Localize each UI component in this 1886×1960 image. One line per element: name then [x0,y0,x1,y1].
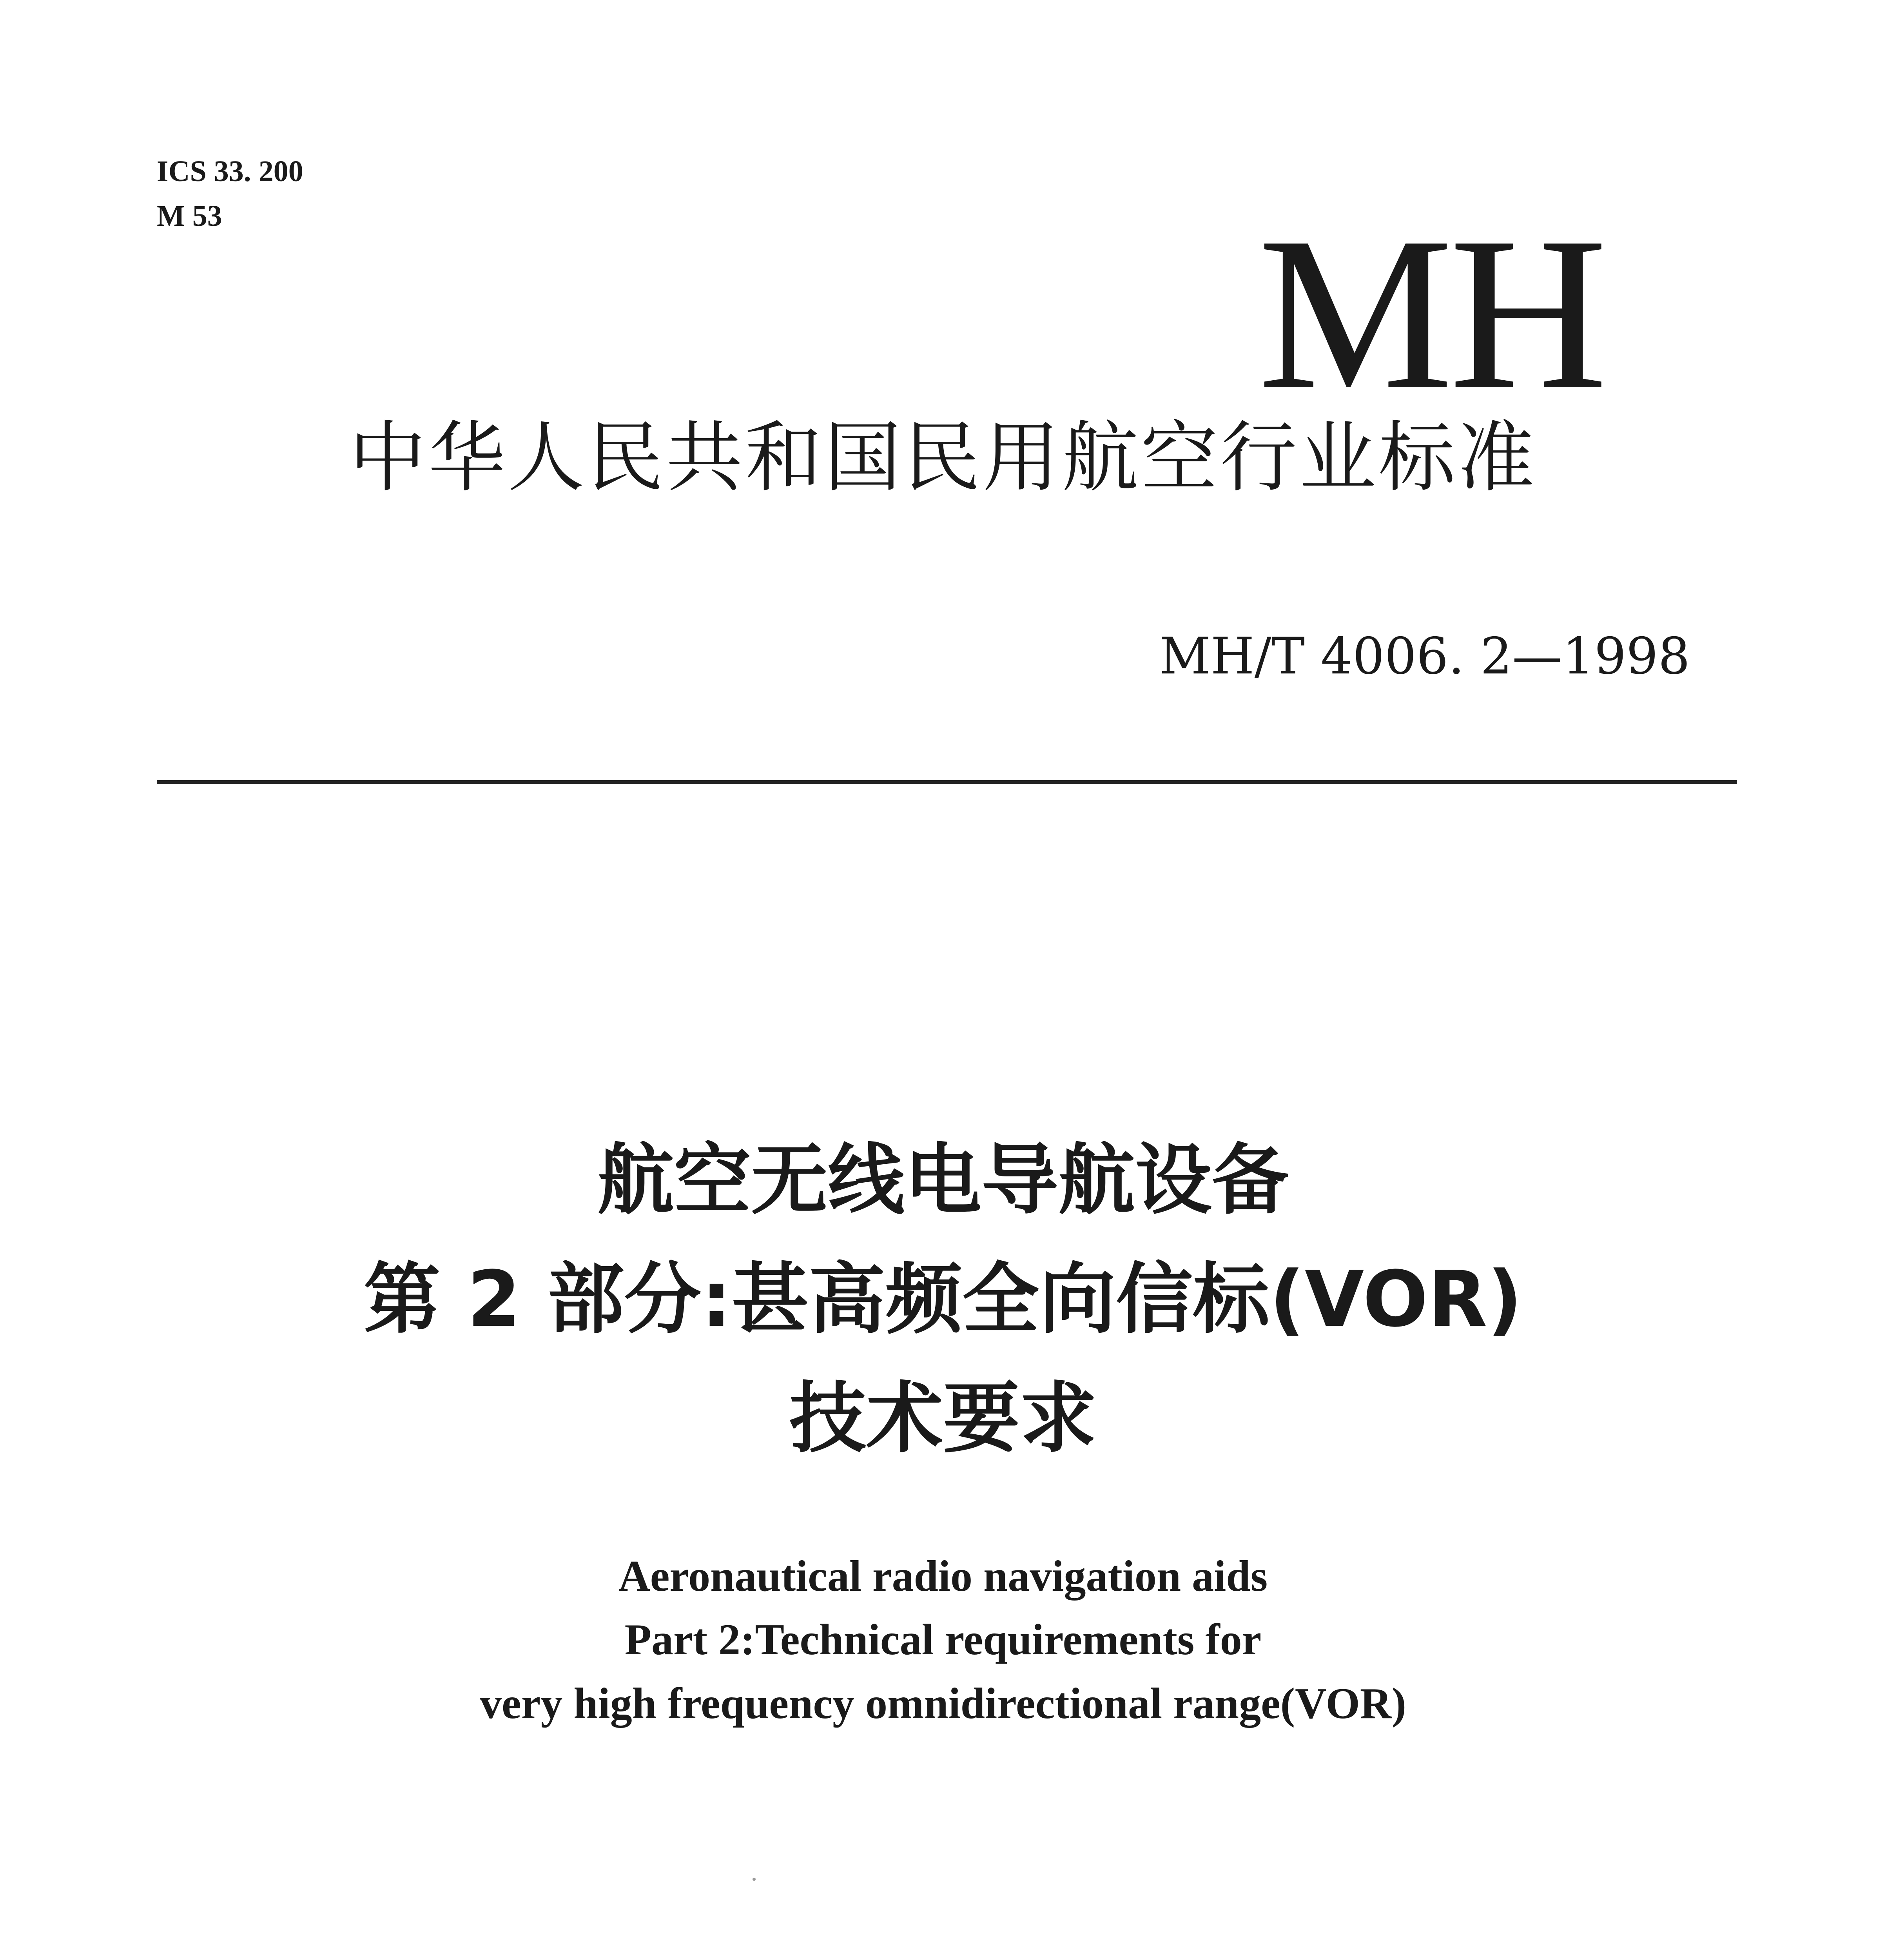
chinese-title [0,1121,1886,1478]
top-divider [157,780,1737,784]
industry-standard-title: 中华人民共和国民用航空行业标准 [349,413,1537,503]
scan-speck [753,1878,756,1881]
english-title-line-2: Part 2:Technical requirements for [624,1615,1262,1664]
chinese-title-line-1: 航空无线电导航设备 [597,1136,1289,1225]
english-title-line-3: very high frequency omnidirectional range(VOR) [479,1679,1407,1728]
standard-number: MH/T 4006. 2—1998 [1159,627,1690,686]
english-title [0,1544,1886,1735]
ccs-code: M 53 [157,200,222,232]
chinese-title-line-3: 技术要求 [789,1374,1097,1463]
standard-logo: MH [1258,192,1604,435]
chinese-title-line-2: 第 2 部分:甚高频全向信标(VOR) [363,1254,1523,1344]
ics-code: ICS 33. 200 [157,155,303,188]
classification-codes [157,149,303,238]
english-title-line-1: Aeronautical radio navigation aids [618,1552,1268,1601]
